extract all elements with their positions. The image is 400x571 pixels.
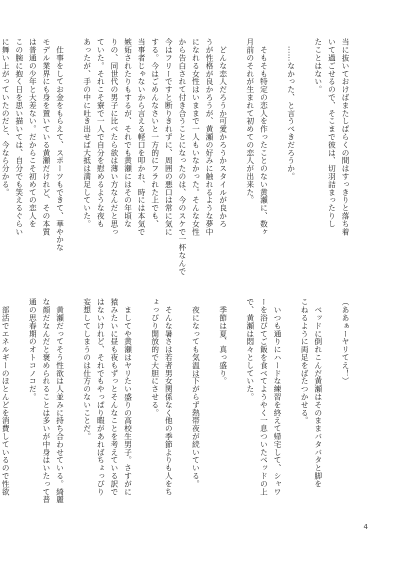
page-number: 4 [363,523,368,531]
upper-text-block: 当に抜いておけばまたしばらくの間はすっきりと落ち着 いて過ごせるので、そこまで彼は、切羽詰まったりし たことはない。 ……なかった、と言うべきだろうか。 そもそも特定の恋人を作ったことのない黄瀬に、数ヶ 月前のそれが生まれて初めての恋人が出来た。 どんな恋人だろうか可愛かろうかスタイルが良かろ うが性格が良かろうが、黄瀬の好みに触れるような夢中 になれる女性はいままで一人もいなかった。そんな女性 から告白されて付き合うことになったのは、今のスケで一杯なんで 今はフリーですと断りきれずに、周囲の悪口は常に気に する。今はごめんなさいと一方的にフラれた上でも、 当事者じゃないから言える軽口を叩かれ、時には本気で 嫉妬されたりもするが、それでも黄瀬にはその年頃な りの、同世代の男子に比べたら欲は薄い方なんだと思っ ていた。それこそ寮で一人で自分を慰めるような夜も あったが、手の中に吐き出せば大抵は満足していた。 仕事をしてお金をもらえて、スポーツもできて、華やかな モデル業界にも身を置いている黄瀬だけれど、その本質 は普通の少年と大差ない。だからこそ初めての恋人を この腕に抱く日を思い描いては、自分でも笑えるぐらい に舞い上がっていたのだと、今なら分かる。 [1,38,350,275]
lower-text-block: （ああぁーヤリてえ！） ベッドに倒れこんだ黄瀬はそのままバタバタと脚を こねるように両足をばたつかせる。 いつも通りにハードな練習を終えて帰宅して、シャワ ーを浴びてご飯を食べてようやく一息ついたベッドの上 で、黄瀬は悶々としていた。 季節は夏、真っ盛り。 夜になっても気温は下がらず熱帯夜が続いている。 そんな暑さは若者男女関係なく他の季節よりも人をち ょっぴり開放的で大胆にさせる。 ましてや黄瀬はヤリたい盛りの高校生男子。さすがに 猿みたいに昼も夜もずっとそんなことを考えている訳で はないけれど、それでもやっぱり暇があればちょっぴり 妄想してしまうのは仕方のないことだ。 黄瀬だってそう性欲は人並みに持ち合わせている。綺麗 な顔だなんだと褒められることは多いが中身はいたって普 通の思春期のオトコノコだ。 部活でエネルギーのほとんどを消費しているので性欲 [1,298,350,504]
